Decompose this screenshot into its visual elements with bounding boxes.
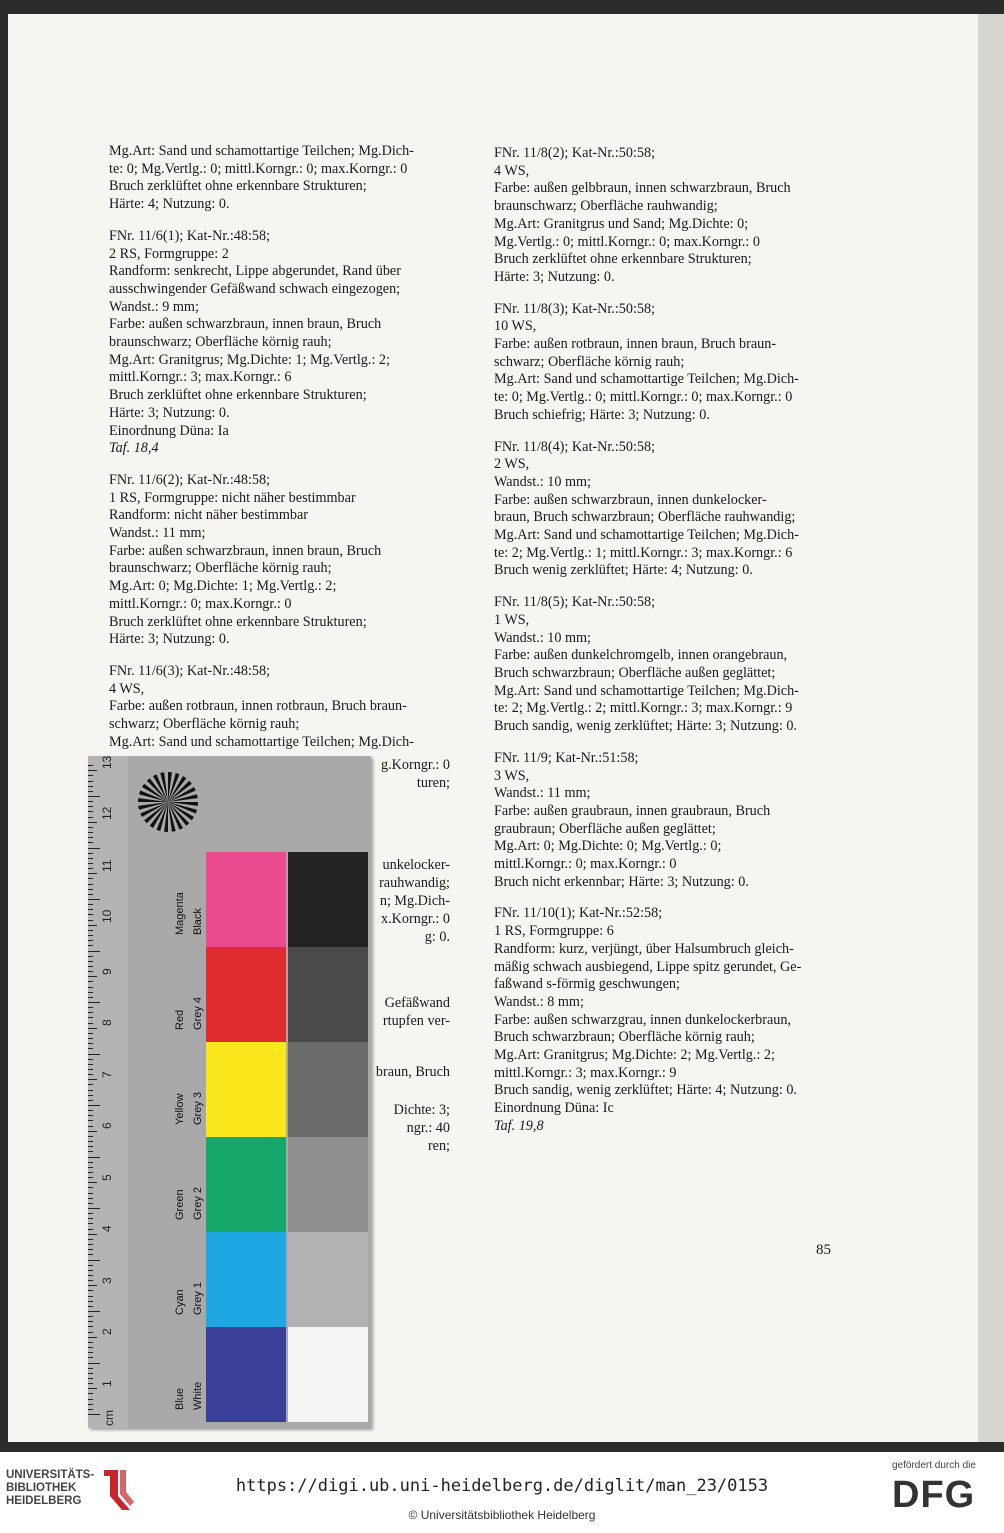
- ruler-tick: [88, 1162, 93, 1163]
- text-fragment: Dichte: 3;: [393, 1102, 450, 1118]
- entry-line: Bruch wenig zerklüftet; Härte: 4; Nutzung: 0.: [494, 562, 753, 579]
- ruler-tick: [88, 1141, 93, 1142]
- entry-line: braun, Bruch schwarzbraun; Oberfläche rauhwandig;: [494, 509, 796, 526]
- grey-patch: [288, 852, 368, 947]
- page-edge: [978, 14, 1004, 1442]
- ruler-tick: [88, 1012, 93, 1013]
- plate-reference: Taf. 18,4: [109, 440, 159, 457]
- ruler-tick: [88, 842, 93, 843]
- grey-patch: [288, 1327, 368, 1422]
- entry-line: Bruch zerklüftet ohne erkennbare Strukturen;: [109, 613, 367, 630]
- ruler-tick: [88, 966, 93, 967]
- grey-patch-label: Black: [192, 908, 204, 935]
- entry-line: Wandst.: 8 mm;: [494, 993, 584, 1010]
- entry-line: Randform: kurz, verjüngt, über Halsumbruch gleich-: [494, 940, 794, 957]
- entry-line: Bruch schwarzbraun; Oberfläche körnig rauh;: [494, 1029, 755, 1046]
- ruler-tick: [88, 1239, 93, 1240]
- ruler-tick: [88, 827, 93, 828]
- ruler-tick: [88, 1193, 93, 1194]
- color-patch: [206, 947, 286, 1042]
- entry-line: Härte: 3; Nutzung: 0.: [494, 268, 615, 285]
- entry-line: Farbe: außen schwarzbraun, innen braun, Bruch: [109, 316, 382, 333]
- starburst-icon: [136, 770, 200, 834]
- entry-line: Bruch schwarzbraun; Oberfläche außen geglättet;: [494, 664, 776, 681]
- entry-line: graubraun; Oberfläche außen geglättet;: [494, 820, 716, 837]
- text-fragment: n; Mg.Dich-: [379, 893, 450, 909]
- entry-line: Bruch zerklüftet ohne erkennbare Strukturen;: [494, 251, 752, 268]
- dfg-logo[interactable]: DFG: [892, 1474, 976, 1516]
- ruler-tick: [88, 1136, 93, 1137]
- ruler-tick: [88, 1363, 100, 1364]
- ruler-tick: [88, 806, 93, 807]
- ruler-tick: [88, 1342, 93, 1343]
- entry-line: Bruch zerklüftet ohne erkennbare Strukturen;: [109, 178, 367, 195]
- ruler-tick: [88, 1290, 93, 1291]
- ruler-tick: [88, 786, 93, 787]
- ruler-tick: [88, 1249, 93, 1250]
- ruler-tick: [88, 1223, 93, 1224]
- entry-line: Farbe: außen rotbraun, innen rotbraun, Bruch braun-: [109, 698, 407, 715]
- ruler-tick: [88, 909, 93, 910]
- text-fragment: turen;: [416, 775, 450, 791]
- ruler-tick: [88, 1332, 93, 1333]
- entry-line: Wandst.: 10 mm;: [494, 473, 591, 490]
- entry-line: Mg.Art: Granitgrus; Mg.Dichte: 2; Mg.Vertlg.: 2;: [494, 1047, 775, 1064]
- ruler-tick: [88, 863, 93, 864]
- ruler-tick: [88, 801, 93, 802]
- ruler-tick: [88, 853, 93, 854]
- entry-line: Bruch sandig, wenig zerklüftet; Härte: 3; Nutzung: 0.: [494, 718, 797, 735]
- ruler-tick: [88, 765, 93, 766]
- ruler-number: 13: [100, 755, 114, 769]
- entry-line: schwarz; Oberfläche körnig rauh;: [109, 716, 300, 733]
- ruler-tick: [88, 817, 93, 818]
- ruler-tick: [88, 1311, 100, 1312]
- ruler-tick: [88, 1388, 97, 1389]
- color-patch-label: Cyan: [174, 1289, 186, 1315]
- catalog-entry: [494, 905, 840, 1135]
- entry-line: Wandst.: 10 mm;: [494, 629, 591, 646]
- entry-line: Randform: nicht näher bestimmbar: [109, 507, 308, 524]
- entry-line: te: 2; Mg.Vertlg.: 2; mittl.Korngr.: 3; max.Korngr.: 9: [494, 700, 793, 717]
- ruler-tick: [88, 1095, 93, 1096]
- text-fragment: unkelocker-: [382, 857, 450, 873]
- permalink-url[interactable]: https://digi.ub.uni-heidelberg.de/diglit/man_23/0153: [235, 1476, 769, 1496]
- text-fragment: g.Korngr.: 0: [381, 757, 450, 773]
- ruler-tick: [88, 1203, 93, 1204]
- entry-line: Wandst.: 9 mm;: [109, 298, 199, 315]
- plate-reference: Taf. 19,8: [494, 1117, 544, 1134]
- ruler-tick: [88, 1296, 93, 1297]
- ruler-tick: [88, 1404, 93, 1405]
- text-fragment: ren;: [427, 1138, 450, 1154]
- entry-line: Farbe: außen rotbraun, innen braun, Bruch braun-: [494, 336, 777, 353]
- entry-line: Mg.Art: Sand und schamottartige Teilchen; Mg.Dich-: [494, 527, 799, 544]
- ruler-tick: [88, 1038, 93, 1039]
- text-fragment: rtupfen ver-: [382, 1013, 450, 1029]
- ruler-tick: [88, 884, 93, 885]
- ruler-tick: [88, 1357, 93, 1358]
- library-name-line-2: BIBLIOTHEK: [6, 1482, 77, 1494]
- ruler-tick: [88, 1074, 93, 1075]
- ruler-tick: [88, 1316, 93, 1317]
- entry-line: 3 WS,: [494, 767, 530, 784]
- catalog-entry: [494, 145, 840, 287]
- ruler-tick: [88, 868, 93, 869]
- catalog-entry: [109, 228, 461, 458]
- entry-line: Mg.Art: Granitgrus; Mg.Dichte: 1; Mg.Vertlg.: 2;: [109, 351, 390, 368]
- entry-line: Härte: 4; Nutzung: 0.: [109, 196, 230, 213]
- entry-line: FNr. 11/8(3); Kat-Nr.:50:58;: [494, 300, 656, 317]
- entry-line: mittl.Korngr.: 3; max.Korngr.: 6: [109, 369, 292, 386]
- ruler-tick: [88, 775, 93, 776]
- ruler-tick: [88, 920, 93, 921]
- entry-line: ausschwingender Gefäßwand schwach eingezogen;: [109, 280, 401, 297]
- ruler-number: 5: [100, 1173, 114, 1181]
- ruler-tick: [88, 1151, 93, 1152]
- text-fragment: ngr.: 40: [406, 1120, 450, 1136]
- ruler-tick: [88, 940, 93, 941]
- ruler-number: 7: [100, 1070, 114, 1078]
- entry-line: schwarz; Oberfläche körnig rauh;: [494, 353, 685, 370]
- color-patch: [206, 1232, 286, 1327]
- entry-line: Einordnung Düna: Ic: [494, 1100, 614, 1117]
- ruler-tick: [88, 1229, 93, 1230]
- ruler-tick: [88, 1105, 100, 1106]
- entry-line: te: 0; Mg.Vertlg.: 0; mittl.Korngr.: 0; max.Korngr.: 0: [494, 389, 793, 406]
- grey-patch-label: White: [192, 1381, 204, 1410]
- catalog-entry: [494, 750, 840, 892]
- ruler-tick: [88, 961, 93, 962]
- ruler-unit: cm: [102, 1410, 116, 1426]
- ruler-tick: [88, 1321, 93, 1322]
- entry-line: braunschwarz; Oberfläche körnig rauh;: [109, 560, 332, 577]
- entry-line: Mg.Art: 0; Mg.Dichte: 0; Mg.Vertlg.: 0;: [494, 838, 722, 855]
- entry-line: 1 RS, Formgruppe: nicht näher bestimmbar: [109, 489, 356, 506]
- entry-line: Farbe: außen graubraun, innen graubraun, Bruch: [494, 802, 771, 819]
- ruler-number: 4: [100, 1225, 114, 1232]
- ruler-tick: [88, 997, 93, 998]
- ruler-tick: [88, 1167, 93, 1168]
- entry-line: Mg.Art: Sand und schamottartige Teilchen; Mg.Dich-: [109, 733, 414, 750]
- ruler-tick: [88, 981, 93, 982]
- catalog-entry: [494, 439, 840, 581]
- ruler-tick: [88, 1347, 93, 1348]
- ruler-number: 6: [100, 1122, 114, 1129]
- text-fragment: x.Korngr.: 0: [381, 911, 450, 927]
- ruler-tick: [88, 1120, 93, 1121]
- ruler-tick: [88, 1069, 93, 1070]
- entry-line: FNr. 11/10(1); Kat-Nr.:52:58;: [494, 905, 663, 922]
- ruler-number: 9: [100, 967, 114, 975]
- ruler-tick: [88, 1110, 93, 1111]
- entry-line: Farbe: außen schwarzbraun, innen braun, Bruch: [109, 542, 382, 559]
- ruler-tick: [88, 1059, 93, 1060]
- ruler-tick: [88, 848, 100, 849]
- entry-line: FNr. 11/8(4); Kat-Nr.:50:58;: [494, 438, 656, 455]
- entry-line: FNr. 11/6(2); Kat-Nr.:48:58;: [109, 471, 271, 488]
- entry-line: mittl.Korngr.: 0; max.Korngr.: 0: [109, 595, 292, 612]
- ruler-tick: [88, 1064, 93, 1065]
- entry-line: FNr. 11/8(2); Kat-Nr.:50:58;: [494, 145, 656, 161]
- entry-line: Mg.Art: Granitgrus und Sand; Mg.Dichte: 0;: [494, 215, 749, 232]
- copyright-text: © Universitätsbibliothek Heidelberg: [408, 1508, 596, 1522]
- ruler-tick: [88, 1187, 93, 1188]
- footer-bar: [0, 1452, 1004, 1533]
- ruler-tick: [88, 1337, 97, 1338]
- ruler-tick: [88, 1409, 93, 1410]
- cm-ruler: [88, 756, 128, 1428]
- color-patch-label: Blue: [174, 1387, 186, 1410]
- entry-line: mäßig schwach ausbiegend, Lippe spitz gerundet, Ge-: [494, 958, 802, 975]
- left-text-column: [109, 143, 461, 766]
- ruler-tick: [88, 1002, 100, 1003]
- entry-line: FNr. 11/8(5); Kat-Nr.:50:58;: [494, 594, 656, 611]
- ruler-tick: [88, 1090, 93, 1091]
- ruler-tick: [88, 1017, 93, 1018]
- ruler-tick: [88, 1306, 93, 1307]
- ruler-tick: [88, 899, 100, 900]
- entry-line: Härte: 3; Nutzung: 0.: [109, 404, 230, 421]
- color-patch-label: Red: [174, 1009, 186, 1030]
- ruler-tick: [88, 1048, 93, 1049]
- ruler-tick: [88, 1280, 93, 1281]
- ruler-tick: [88, 1177, 93, 1178]
- ruler-number: 12: [100, 806, 114, 820]
- ruler-tick: [88, 1260, 100, 1261]
- ruler-tick: [88, 791, 93, 792]
- entry-line: Mg.Art: Sand und schamottartige Teilchen; Mg.Dich-: [109, 143, 414, 159]
- ruler-tick: [88, 858, 93, 859]
- ruler-tick: [88, 1275, 93, 1276]
- color-patch-label: Magenta: [174, 892, 186, 935]
- ruler-tick: [88, 1244, 93, 1245]
- ruler-tick: [88, 1198, 93, 1199]
- entry-line: braunschwarz; Oberfläche körnig rauh;: [109, 334, 332, 351]
- entry-line: Bruch zerklüftet ohne erkennbare Strukturen;: [109, 387, 367, 404]
- library-name-line-1: UNIVERSITÄTS-: [6, 1469, 95, 1481]
- ruler-tick: [88, 951, 100, 952]
- entry-line: te: 2; Mg.Vertlg.: 1; mittl.Korngr.: 3; max.Korngr.: 6: [494, 544, 793, 561]
- ruler-tick: [88, 796, 100, 797]
- text-fragment: Gefäßwand: [384, 995, 450, 1011]
- ruler-tick: [88, 770, 97, 771]
- grey-patch-label: Grey 2: [192, 1186, 204, 1220]
- text-fragment: g: 0.: [424, 929, 450, 945]
- ruler-number: 8: [100, 1019, 114, 1026]
- ruler-tick: [88, 1115, 93, 1116]
- grey-patch: [288, 1232, 368, 1327]
- ruler-tick: [88, 878, 93, 879]
- color-patch: [206, 852, 286, 947]
- color-patch: [206, 1327, 286, 1422]
- entry-line: 2 WS,: [494, 456, 530, 473]
- ruler-tick: [88, 1378, 93, 1379]
- text-fragment: braun, Bruch: [375, 1064, 450, 1080]
- entry-line: 1 RS, Formgruppe: 6: [494, 923, 614, 940]
- ruler-tick: [88, 1182, 97, 1183]
- entry-line: 1 WS,: [494, 611, 530, 628]
- ruler-tick: [88, 987, 93, 988]
- entry-line: Härte: 3; Nutzung: 0.: [109, 631, 230, 648]
- entry-line: braunschwarz; Oberfläche rauhwandig;: [494, 198, 718, 215]
- ruler-number: 11: [100, 859, 114, 872]
- entry-line: Farbe: außen schwarzgrau, innen dunkelockerbraun,: [494, 1011, 792, 1028]
- ruler-tick: [88, 1373, 93, 1374]
- entry-line: Bruch sandig, wenig zerklüftet; Härte: 4; Nutzung: 0.: [494, 1082, 797, 1099]
- ruler-tick: [88, 1172, 93, 1173]
- ruler-tick: [88, 1270, 93, 1271]
- entry-line: 4 WS,: [109, 680, 145, 697]
- ruler-tick: [88, 1157, 100, 1158]
- entry-line: 2 RS, Formgruppe: 2: [109, 245, 229, 262]
- color-patch: [206, 1042, 286, 1137]
- entry-line: Einordnung Düna: Ia: [109, 422, 229, 439]
- catalog-entry: [109, 143, 461, 214]
- ruler-tick: [88, 1254, 93, 1255]
- color-patch-label: Yellow: [174, 1093, 186, 1125]
- ruler-tick: [88, 1301, 93, 1302]
- library-name-line-3: HEIDELBERG: [6, 1495, 82, 1507]
- color-patch-label: Green: [174, 1189, 186, 1220]
- ruler-tick: [88, 889, 93, 890]
- grey-patch-label: Grey 4: [192, 996, 204, 1030]
- entry-line: te: 0; Mg.Vertlg.: 0; mittl.Korngr.: 0; max.Korngr.: 0: [109, 160, 408, 177]
- colour-grey-control-chart: [88, 756, 371, 1428]
- ruler-tick: [88, 822, 97, 823]
- ruler-tick: [88, 1043, 93, 1044]
- entry-line: Bruch schiefrig; Härte: 3; Nutzung: 0.: [494, 406, 710, 423]
- ruler-tick: [88, 1383, 93, 1384]
- text-fragment: rauhwandig;: [379, 875, 450, 891]
- grey-patch: [288, 1042, 368, 1137]
- catalog-entry: [109, 663, 461, 752]
- entry-line: Randform: senkrecht, Lippe abgerundet, Rand über: [109, 263, 401, 280]
- ruler-tick: [88, 914, 93, 915]
- ruler-tick: [88, 1100, 93, 1101]
- ruler-tick: [88, 1414, 100, 1415]
- ruler-tick: [88, 1084, 93, 1085]
- entry-line: Farbe: außen schwarzbraun, innen dunkelocker-: [494, 491, 767, 508]
- ruler-tick: [88, 971, 93, 972]
- ruler-tick: [88, 1218, 93, 1219]
- ruler-tick: [88, 935, 93, 936]
- ruler-tick: [88, 1131, 97, 1132]
- entry-line: mittl.Korngr.: 3; max.Korngr.: 9: [494, 1064, 677, 1081]
- ruler-tick: [88, 930, 93, 931]
- entry-line: Farbe: außen gelbbraun, innen schwarzbraun, Bruch: [494, 180, 791, 197]
- ruler-tick: [88, 1126, 93, 1127]
- catalog-entry: [494, 594, 840, 736]
- ruler-tick: [88, 1352, 93, 1353]
- grey-patch-label: Grey 1: [192, 1281, 204, 1315]
- ruler-tick: [88, 1265, 93, 1266]
- ruler-tick: [88, 1208, 100, 1209]
- ruler-tick: [88, 904, 93, 905]
- ruler-tick: [88, 894, 93, 895]
- ruler-tick: [88, 1146, 93, 1147]
- ruler-tick: [88, 1007, 93, 1008]
- catalog-entry: [109, 472, 461, 649]
- entry-line: faßwand s-förmig geschwungen;: [494, 976, 680, 993]
- ruler-tick: [88, 837, 93, 838]
- grey-patch: [288, 947, 368, 1042]
- catalog-entry: [494, 301, 840, 425]
- ruler-tick: [88, 1023, 93, 1024]
- entry-line: FNr. 11/9; Kat-Nr.:51:58;: [494, 749, 639, 766]
- ruler-number: 2: [100, 1328, 114, 1335]
- ruler-tick: [88, 1234, 97, 1235]
- ruler-tick: [88, 1393, 93, 1394]
- entry-line: 10 WS,: [494, 318, 537, 335]
- entry-line: Mg.Vertlg.: 0; mittl.Korngr.: 0; max.Korngr.: 0: [494, 233, 760, 250]
- ruler-tick: [88, 1054, 100, 1055]
- entry-line: Mg.Art: 0; Mg.Dichte: 1; Mg.Vertlg.: 2;: [109, 578, 337, 595]
- grey-patch: [288, 1137, 368, 1232]
- entry-line: Bruch nicht erkennbar; Härte: 3; Nutzung: 0.: [494, 873, 749, 890]
- entry-line: 4 WS,: [494, 162, 530, 179]
- ruler-number: 3: [100, 1276, 114, 1284]
- ruler-tick: [88, 1285, 97, 1286]
- grey-patch-label: Grey 3: [192, 1091, 204, 1125]
- entry-line: FNr. 11/6(3); Kat-Nr.:48:58;: [109, 662, 271, 679]
- funded-by-text: gefördert durch die: [892, 1460, 976, 1471]
- ruler-tick: [88, 976, 97, 977]
- ruler-tick: [88, 1079, 97, 1080]
- right-text-column: [494, 145, 840, 1150]
- ruler-tick: [88, 873, 97, 874]
- entry-line: Farbe: außen dunkelchromgelb, innen orangebraun,: [494, 647, 788, 664]
- ruler-number: 1: [100, 1379, 114, 1387]
- entry-line: FNr. 11/6(1); Kat-Nr.:48:58;: [109, 227, 271, 244]
- ruler-tick: [88, 956, 93, 957]
- ruler-tick: [88, 945, 93, 946]
- entry-line: Mg.Art: Sand und schamottartige Teilchen; Mg.Dich-: [494, 371, 799, 388]
- entry-line: Mg.Art: Sand und schamottartige Teilchen; Mg.Dich-: [494, 682, 799, 699]
- ruler-tick: [88, 1326, 93, 1327]
- ruler-number: 10: [100, 909, 114, 923]
- ruler-tick: [88, 1368, 93, 1369]
- ruler-tick: [88, 811, 93, 812]
- entry-line: mittl.Korngr.: 0; max.Korngr.: 0: [494, 856, 677, 873]
- ruler-tick: [88, 1033, 93, 1034]
- entry-line: Wandst.: 11 mm;: [109, 525, 206, 542]
- page-number: 85: [816, 1242, 831, 1258]
- ruler-tick: [88, 992, 93, 993]
- ruler-tick: [88, 925, 97, 926]
- ruler-tick: [88, 781, 93, 782]
- color-patch: [206, 1137, 286, 1232]
- ruler-tick: [88, 1399, 93, 1400]
- ruler-tick: [88, 1213, 93, 1214]
- ruler-tick: [88, 832, 93, 833]
- entry-line: Wandst.: 11 mm;: [494, 785, 591, 802]
- ruler-tick: [88, 1028, 97, 1029]
